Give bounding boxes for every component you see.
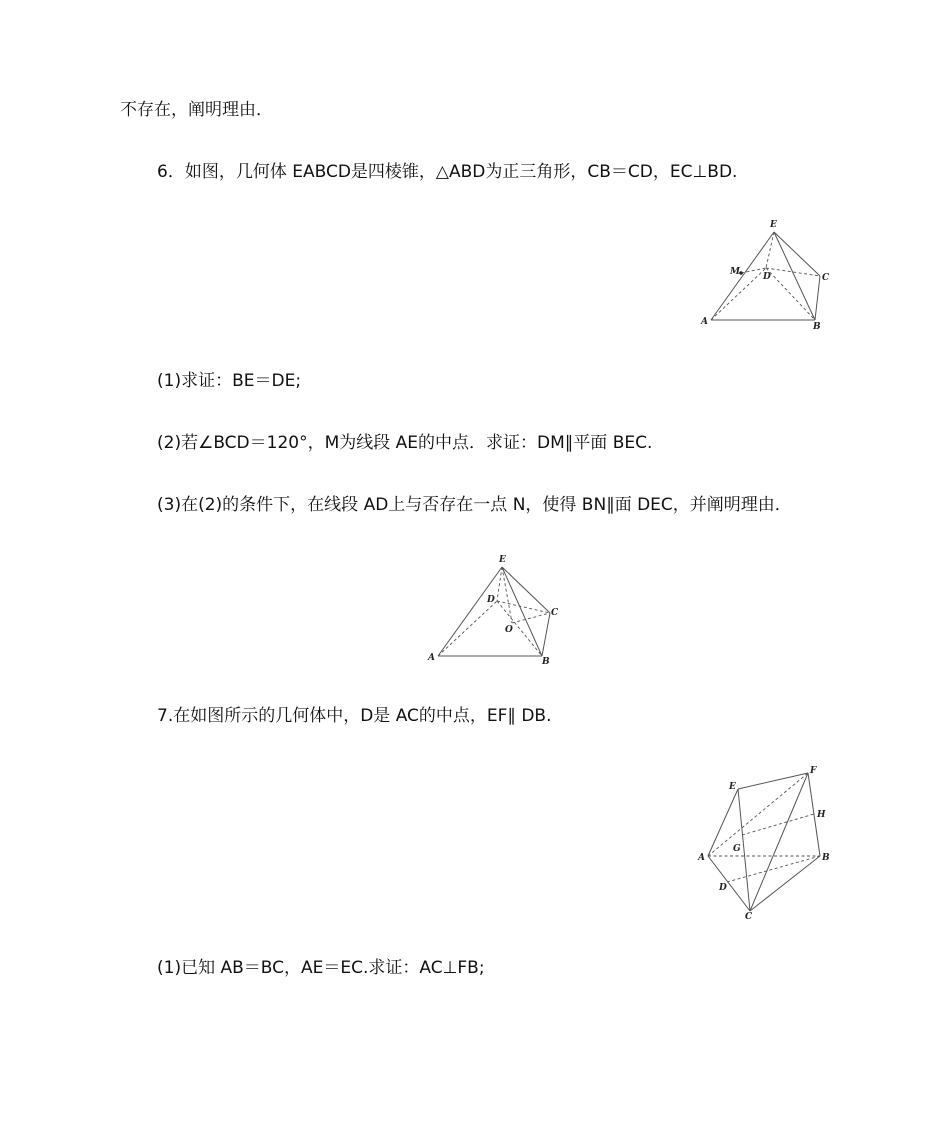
figure-2-pyramid: [420, 550, 570, 675]
fig1-label-M: M: [730, 267, 740, 277]
fig2-label-E: E: [499, 555, 506, 565]
fig3-label-D: D: [719, 883, 727, 893]
fig3-label-B: B: [822, 853, 830, 863]
fig3-label-E: E: [729, 782, 736, 792]
fig1-label-C: C: [822, 273, 830, 283]
fig2-label-O: O: [505, 625, 513, 635]
problem-7-statement: 7.在如图所示的几何体中，D是 AC的中点，EF∥ DB.: [157, 706, 552, 726]
fig3-label-G: G: [733, 844, 741, 854]
fig3-label-C: C: [745, 912, 753, 922]
fig1-label-B: B: [813, 322, 821, 332]
fig1-label-E: E: [770, 220, 777, 230]
problem-7-part-1: (1)已知 AB＝BC，AE＝EC.求证：AC⊥FB;: [157, 958, 485, 978]
problem-6-part-2: (2)若∠BCD＝120°，M为线段 AE的中点．求证：DM∥平面 BEC.: [157, 433, 653, 453]
figure-1-pyramid: [695, 215, 835, 335]
fig2-label-A: A: [428, 653, 435, 663]
problem-6-statement: 6．如图，几何体 EABCD是四棱锥，△ABD为正三角形，CB＝CD，EC⊥BD.: [157, 162, 738, 182]
fig3-label-H: H: [817, 810, 826, 820]
text-line-0: 不存在，阐明理由．: [120, 100, 273, 120]
problem-6-part-1: (1)求证：BE＝DE;: [157, 371, 302, 391]
fig1-label-A: A: [701, 317, 708, 327]
fig2-label-B: B: [542, 657, 550, 667]
fig1-label-D: D: [763, 272, 771, 282]
fig3-label-A: A: [698, 853, 705, 863]
fig2-label-D: D: [487, 595, 495, 605]
problem-6-part-3: (3)在(2)的条件下，在线段 AD上与否存在一点 N，使得 BN∥面 DEC，并阐明理由．: [157, 495, 792, 515]
figure-3-solid: [690, 760, 840, 930]
fig2-label-C: C: [551, 608, 559, 618]
fig3-label-F: F: [810, 766, 817, 776]
